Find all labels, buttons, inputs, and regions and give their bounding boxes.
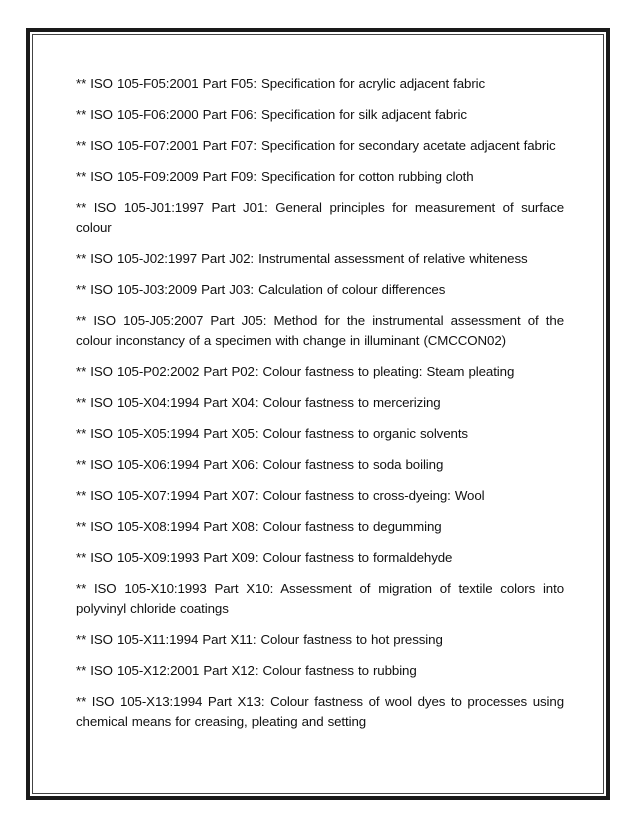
document-body [76,74,564,743]
standard-entry-f09: ** ISO 105-F09:2009 Part F09: Specification for cotton rubbing cloth [76,169,474,184]
standard-entry-p02: ** ISO 105-P02:2002 Part P02: Colour fastness to pleating: Steam pleating [76,364,515,379]
standard-entry-x08: ** ISO 105-X08:1994 Part X08: Colour fastness to degumming [76,519,442,534]
standard-entry-j05: ** ISO 105-J05:2007 Part J05: Method for the instrumental assessment of the colour inconstancy of a specimen with change in illuminant (CMCCON02) [76,313,564,348]
standard-entry-x05: ** ISO 105-X05:1994 Part X05: Colour fastness to organic solvents [76,426,468,441]
standard-entry-j02: ** ISO 105-J02:1997 Part J02: Instrumental assessment of relative whiteness [76,251,528,266]
standard-entry-f05: ** ISO 105-F05:2001 Part F05: Specification for acrylic adjacent fabric [76,76,486,91]
standard-entry-j01: ** ISO 105-J01:1997 Part J01: General principles for measurement of surface colour [76,200,564,235]
standard-entry-x13: ** ISO 105-X13:1994 Part X13: Colour fastness of wool dyes to processes using chemical means for creasing, pleating and setting [76,694,564,729]
standard-entry-x04: ** ISO 105-X04:1994 Part X04: Colour fastness to mercerizing [76,395,441,410]
standard-entry-x09: ** ISO 105-X09:1993 Part X09: Colour fastness to formaldehyde [76,550,453,565]
standard-entry-x12: ** ISO 105-X12:2001 Part X12: Colour fastness to rubbing [76,663,417,678]
standard-entry-x06: ** ISO 105-X06:1994 Part X06: Colour fastness to soda boiling [76,457,444,472]
standard-entry-x10: ** ISO 105-X10:1993 Part X10: Assessment of migration of textile colors into polyvinyl chloride coatings [76,581,564,616]
standard-entry-x07: ** ISO 105-X07:1994 Part X07: Colour fastness to cross-dyeing: Wool [76,488,485,503]
standard-entry-x11: ** ISO 105-X11:1994 Part X11: Colour fastness to hot pressing [76,632,443,647]
standard-entry-f06: ** ISO 105-F06:2000 Part F06: Specification for silk adjacent fabric [76,107,467,122]
standard-entry-f07: ** ISO 105-F07:2001 Part F07: Specification for secondary acetate adjacent fabric [76,138,556,153]
standard-entry-j03: ** ISO 105-J03:2009 Part J03: Calculation of colour differences [76,282,446,297]
